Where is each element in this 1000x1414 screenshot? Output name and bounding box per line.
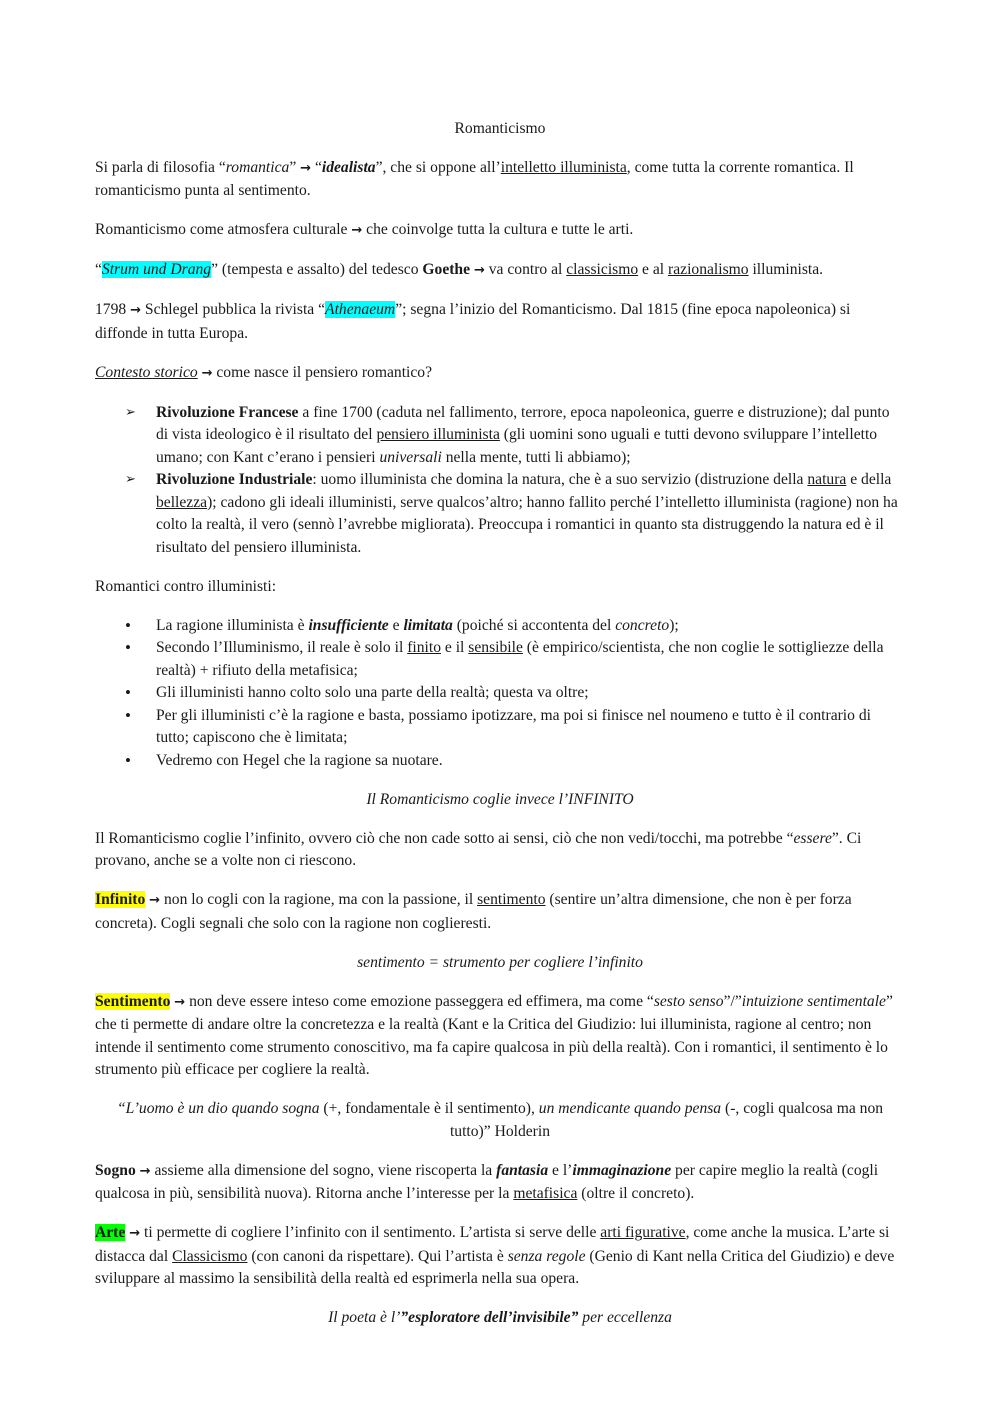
page-title: Romanticismo [454,120,546,137]
heading-poeta: Il poeta è l’”esploratore dell’invisibile” per eccellenza [328,1309,672,1326]
highlight-cyan: Strum und Drang [101,261,212,278]
list-item: • Vedremo con Hegel che la ragione sa nuotare. [95,750,905,773]
arrow-icon: → [130,303,141,318]
list-item: • Per gli illuministi c’è la ragione e basta, possiamo ipotizzare, ma poi si finisce nel noumeno e tutto è il contrario di tutto; capiscono che è limitata; [125,705,871,746]
arrow-icon: → [300,160,312,176]
paragraph-romantici-contro: Romantici contro illuministi: [95,577,277,595]
list-item: ➢ Rivoluzione Francese a fine 1700 (caduta nel fallimento, terrore, epoca napoleonica, guerre e distruzione); dal punto di vista ideologico è il risultato del pensiero illuminista (gli uomini sono uguali e tutti devono sviluppare l’intelletto umano; con Kant c’erano i pensieri universali nella mente, tutti li abbiamo); [125,403,890,466]
paragraph-infinito: Infinito → non lo cogli con la ragione, ma con la passione, il sentimento (sentire un’altra dimensione, che non è per forza concreta). Cogli segnali che solo con la ragione non coglieresti. [95,891,852,932]
bullet-icon: • [125,705,131,725]
list-romantici-illuministi [95,615,905,773]
list-item: • La ragione illuminista è insufficiente e limitata (poiché si accontenta del concreto); [95,615,905,638]
quote-holderin: “L’uomo è un dio quando sogna (+, fondamentale è il sentimento), un mendicante quando pensa (-, cogli qualcosa ma non tutto)” Holderin [116,1100,884,1140]
arrow-icon: → [201,365,213,381]
highlight-yellow: Infinito [95,891,146,908]
bullet-icon: • [125,683,131,702]
heading-infinito: Il Romanticismo coglie invece l’INFINITO [366,790,634,808]
arrow-icon: → [129,1226,141,1241]
arrow-icon: → [473,263,485,278]
paragraph-contesto-storico: Contesto storico → come nasce il pensiero romantico? [95,363,433,381]
bullet-icon: • [125,750,131,770]
arrow-icon: → [351,223,363,238]
list-item: • Secondo l’Illuminismo, il reale è solo il finito e il sensibile (è empirico/scientista, che non coglie le sottigliezze della realtà) + rifiuto della metafisica; [125,638,884,679]
highlight-yellow: Sentimento [95,992,171,1010]
paragraph-sentimento: Sentimento → non deve essere inteso come emozione passeggera ed effimera, ma come “sesto senso”/”intuizione sentimentale” che ti permette di andare oltre la concretezza e la realtà (Kant e la Critica del Giudizio: lui illuminista, ragione al centro; non intende il sentimento come strumento conoscitivo, ma fa capire qualcosa in più della realtà). Con i romantici, il sentimento è lo strumento più efficace per cogliere la realtà. [95,992,893,1078]
paragraph-atmosfera: Romanticismo come atmosfera culturale → che coinvolge tutta la cultura e tutte le arti. [95,221,634,238]
paragraph-athenaeum: 1798 → Schlegel pubblica la rivista “Athenaeum”; segna l’inizio del Romanticismo. Dal 1815 (fine epoca napoleonica) si diffonde in tutta Europa. [95,301,851,342]
list-rivoluzioni [95,402,905,560]
paragraph-arte: Arte → ti permette di cogliere l’infinito con il sentimento. L’artista si serve delle arti figurative, come anche la musica. L’arte si distacca dal Classicismo (con canoni da rispettare). Qui l’artista è senza regole (Genio di Kant nella Critica del Giudizio) e deve sviluppare al massimo la sensibilità della realtà ed esprimerla nella sua opera. [95,1224,895,1287]
paragraph-sturm-und-drang: “Strum und Drang” (tempesta e assalto) del tedesco Goethe → va contro al classicismo e al razionalismo illuminista. [95,261,824,278]
arrow-bullet-icon: ➢ [125,472,136,487]
arrow-icon: → [174,994,186,1010]
arrow-bullet-icon: ➢ [125,404,136,420]
heading-sentimento: sentimento = strumento per cogliere l’infinito [357,953,643,971]
document-page [95,118,905,1346]
paragraph-intro: Si parla di filosofia “romantica” → “idealista”, che si oppone all’intelletto illuminista, come tutta la corrente romantica. Il romanticismo punta al sentimento. [95,158,854,199]
paragraph-sogno: Sogno → assieme alla dimensione del sogno, viene riscoperta la fantasia e l’immaginazione per capire meglio la realtà (cogli qualcosa in più, sensibilità nuova). Ritorna anche l’interesse per la metafisica (oltre il concreto). [95,1161,879,1202]
list-item: • Gli illuministi hanno colto solo una parte della realtà; questa va oltre; [95,682,905,705]
bullet-icon: • [125,615,131,635]
highlight-cyan: Athenaeum [325,301,396,318]
highlight-green: Arte [95,1224,126,1241]
list-item: ➢ Rivoluzione Industriale: uomo illuminista che domina la natura, che è a suo servizio (distruzione della natura e della bellezza); cadono gli ideali illuministi, serve qualcos’altro; hanno fallito perché l’intelletto illuminista (ragione) non ha colto la realtà, il vero (sennò l’avrebbe migliorata). Preoccupa i romantici in quanto sta distruggendo la natura ed è il risultato del pensiero illuminista. [125,471,898,556]
arrow-icon: → [139,1163,151,1179]
bullet-icon: • [125,638,131,657]
arrow-icon: → [149,893,161,908]
paragraph-infinito-intro: Il Romanticismo coglie l’infinito, ovvero ciò che non cade sotto ai sensi, ciò che non vedi/tocchi, ma potrebbe “essere”. Ci provano, anche se a volte non ci riescono. [95,829,862,869]
